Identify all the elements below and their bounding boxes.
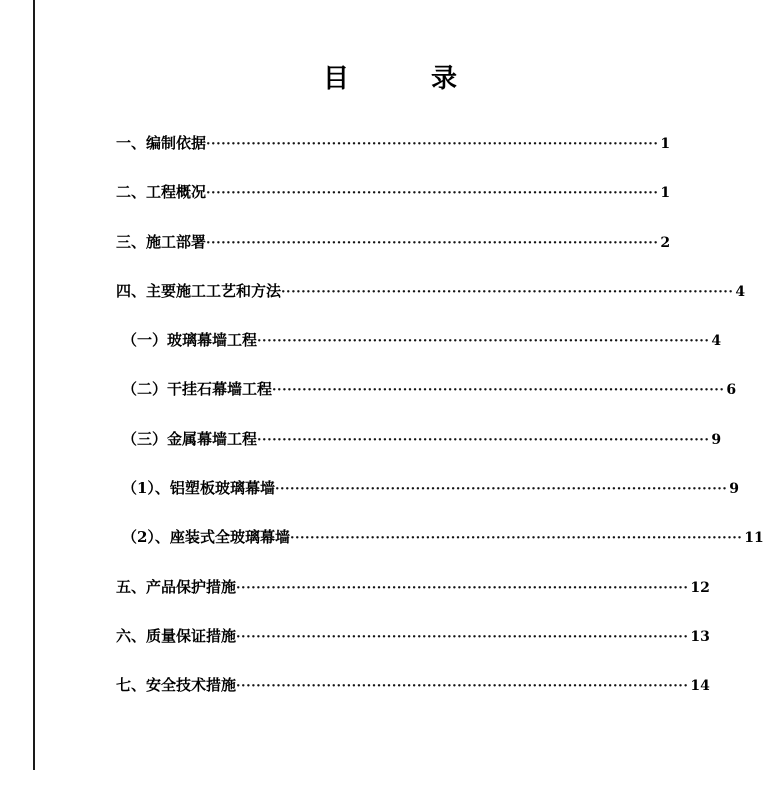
toc-title — [0, 58, 780, 95]
toc-dot-leader: ·························································································· — [272, 383, 725, 399]
toc-title-char-2: 录 — [431, 64, 458, 94]
toc-dot-leader: ·························································································· — [289, 531, 743, 547]
toc-entry-label: （1）、铝塑板玻璃幕墙 — [122, 479, 275, 498]
toc-dot-leader: ·························································································· — [257, 334, 710, 350]
toc-entry-label: 六、质量保证措施 — [116, 626, 237, 645]
toc-entry[interactable] — [116, 576, 710, 625]
toc-entry-label: （三）金属幕墙工程 — [122, 429, 258, 448]
toc-dot-leader: ·························································································· — [236, 679, 689, 695]
toc-list — [116, 132, 764, 724]
toc-dot-leader: ·························································································· — [257, 432, 710, 448]
toc-dot-leader: ·························································································· — [206, 186, 659, 202]
toc-entry-page: 2 — [660, 234, 671, 251]
toc-entry[interactable] — [116, 280, 746, 329]
toc-entry-page: 14 — [690, 678, 710, 695]
toc-entry[interactable] — [116, 526, 764, 575]
toc-entry[interactable] — [116, 428, 722, 477]
toc-entry-label: 三、施工部署 — [116, 232, 207, 251]
toc-entry-page: 6 — [726, 382, 737, 399]
toc-entry-label: （2）、座装式全玻璃幕墙 — [122, 528, 290, 547]
toc-entry-page: 1 — [660, 136, 671, 152]
toc-entry-page: 9 — [711, 431, 722, 448]
toc-entry-page: 12 — [690, 579, 710, 596]
toc-entry-page: 11 — [744, 530, 764, 547]
toc-entry-page: 1 — [660, 185, 671, 202]
toc-title-char-1: 目 — [322, 64, 349, 94]
toc-entry-label: （二）干挂石幕墙工程 — [122, 380, 273, 399]
toc-entry[interactable] — [116, 625, 710, 674]
toc-entry-label: （一）玻璃幕墙工程 — [122, 331, 258, 350]
toc-entry-label: 五、产品保护措施 — [116, 577, 237, 596]
toc-dot-leader: ·························································································· — [236, 629, 689, 645]
toc-entry[interactable] — [116, 477, 740, 526]
toc-entry-label: 一、编制依据 — [116, 134, 207, 152]
toc-entry[interactable] — [116, 674, 710, 723]
toc-entry-label: 四、主要施工工艺和方法 — [116, 281, 282, 300]
toc-entry-page: 9 — [729, 481, 740, 498]
toc-entry[interactable] — [116, 181, 671, 230]
toc-dot-leader: ·························································································· — [274, 482, 728, 498]
toc-entry-label: 七、安全技术措施 — [116, 676, 237, 695]
toc-entry-page: 4 — [711, 333, 722, 350]
page-left-border — [33, 0, 35, 770]
toc-entry-page: 4 — [735, 283, 746, 300]
toc-entry[interactable] — [116, 378, 737, 427]
toc-dot-leader: ·························································································· — [206, 235, 659, 251]
toc-dot-leader: ·························································································· — [236, 580, 689, 596]
toc-dot-leader: ·························································································· — [281, 284, 734, 300]
toc-entry-label: 二、工程概况 — [116, 183, 207, 202]
toc-entry[interactable] — [116, 231, 671, 280]
toc-entry[interactable] — [116, 329, 722, 378]
toc-entry-page: 13 — [690, 628, 710, 645]
toc-entry[interactable] — [116, 132, 671, 181]
toc-dot-leader: ·························································································· — [206, 137, 659, 152]
